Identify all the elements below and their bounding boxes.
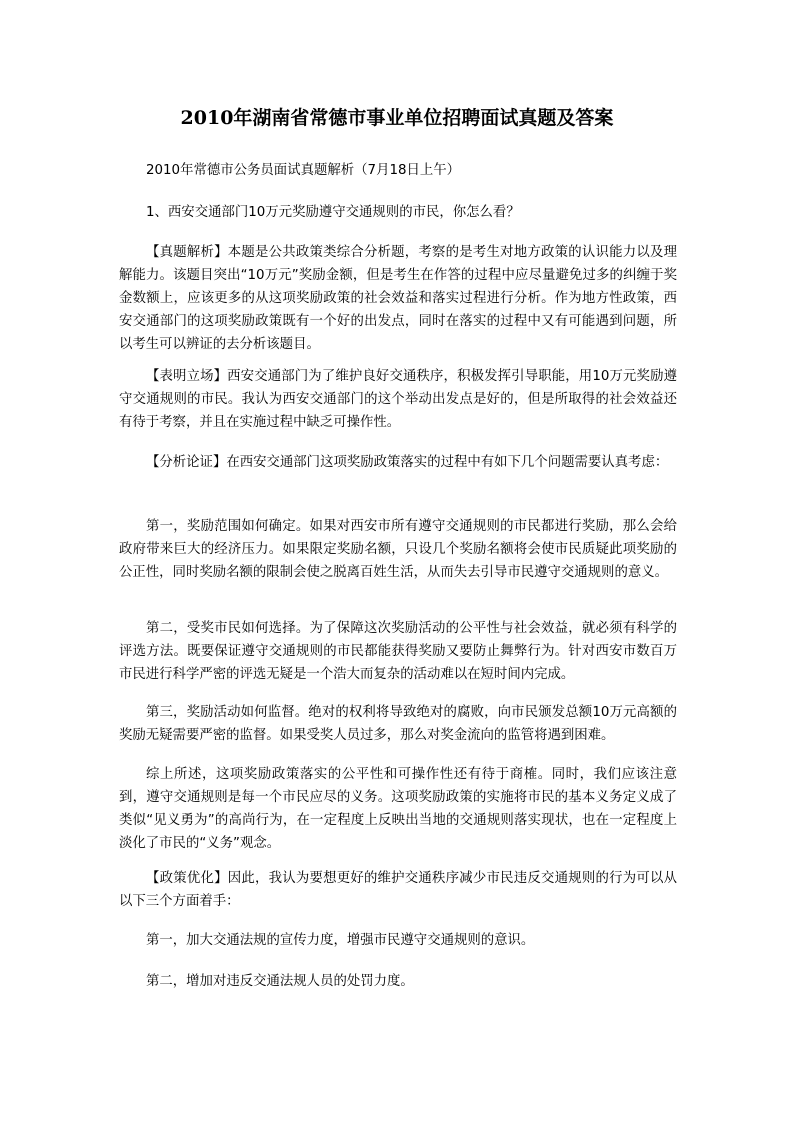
question-text: 1、西安交通部门10万元奖励遵守交通规则的市民，你怎么看？	[146, 205, 520, 220]
paragraph-argument-intro: 【分析论证】在西安交通部门这项奖励政策落实的过程中有如下几个问题需要认真考虑：	[146, 455, 669, 470]
paragraph-policy: 【政策优化】因此，我认为要想更好的维护交通秩序减少市民违反交通规则的行为可以从以下三个方面着手：	[119, 871, 677, 909]
paragraph-point-2: 第二，受奖市民如何选择。为了保障这次奖励活动的公平性与社会效益，就必须有科学的评选方法。既要保证遵守交通规则的市民都能获得奖励又要防止舞弊行为。针对西安市数百万市民进行科学严密的评选无疑是一个浩大而复杂的活动难以在短时间内完成。	[119, 621, 677, 682]
document-subtitle: 2010年常德市公务员面试真题解析（7月18日上午）	[146, 163, 461, 178]
paragraph-policy-1: 第一，加大交通法规的宣传力度，增强市民遵守交通规则的意识。	[146, 933, 535, 948]
paragraph-point-3: 第三，奖励活动如何监督。绝对的权利将导致绝对的腐败，向市民颁发总额10万元高额的奖励无疑需要严密的监督。如果受奖人员过多，那么对奖金流向的监管将遇到困难。	[119, 705, 677, 743]
paragraph-position: 【表明立场】西安交通部门为了维护良好交通秩序，积极发挥引导职能，用10万元奖励遵守交通规则的市民。我认为西安交通部门的这个举动出发点是好的，但是所取得的社会效益还有待于考察，并且在实施过程中缺乏可操作性。	[119, 369, 677, 430]
page-title: 2010年湖南省常德市事业单位招聘面试真题及答案	[180, 107, 614, 129]
paragraph-point-1: 第一，奖励范围如何确定。如果对西安市所有遵守交通规则的市民都进行奖励，那么会给政府带来巨大的经济压力。如果限定奖励名额，只设几个奖励名额将会使市民质疑此项奖励的公正性，同时奖励名额的限制会使之脱离百姓生活，从而失去引导市民遵守交通规则的意义。	[119, 519, 677, 580]
paragraph-policy-2: 第二，增加对违反交通法规人员的处罚力度。	[146, 974, 414, 989]
paragraph-analysis: 【真题解析】本题是公共政策类综合分析题，考察的是考生对地方政策的认识能力以及理解能力。该题目突出“10万元”奖励金额，但是考生在作答的过程中应尽量避免过多的纠缠于奖金数额上，应该更多的从这项奖励政策的社会效益和落实过程进行分析。作为地方性政策，西安交通部门的这项奖励政策既有一个好的出发点，同时在落实的过程中又有可能遇到问题，所以考生可以辨证的去分析该题目。	[119, 245, 677, 352]
paragraph-summary: 综上所述，这项奖励政策落实的公平性和可操作性还有待于商榷。同时，我们应该注意到，遵守交通规则是每一个市民应尽的义务。这项奖励政策的实施将市民的基本义务定义成了类似“见义勇为”的高尚行为，在一定程度上反映出当地的交通规则落实现状，也在一定程度上淡化了市民的“义务”观念。	[119, 767, 677, 851]
